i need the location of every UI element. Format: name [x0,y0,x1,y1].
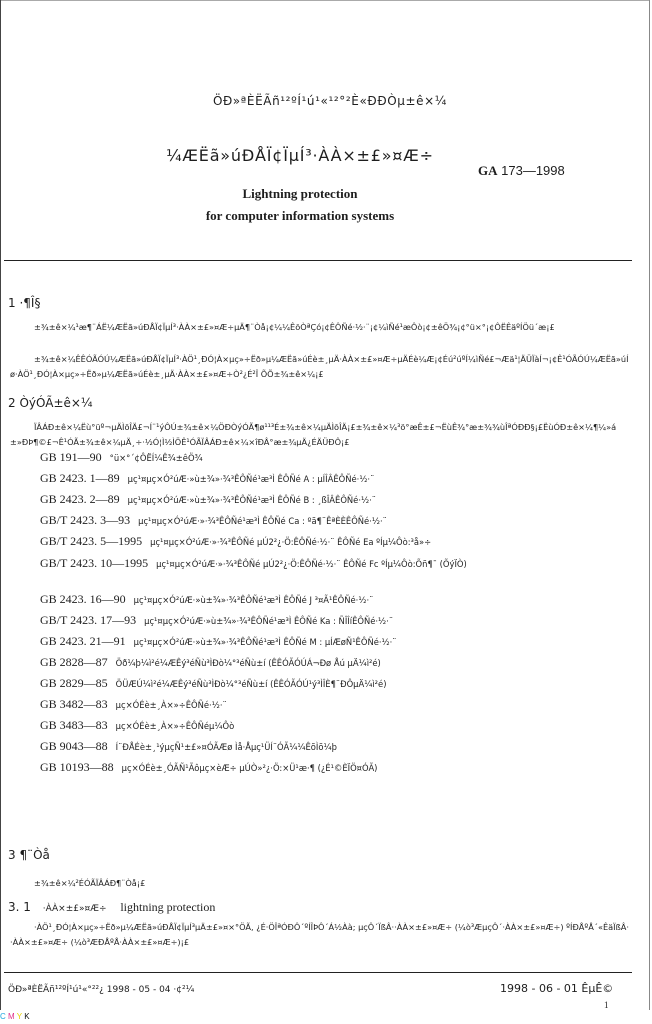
section-1-paragraph-1: ±¾±ê×¼¹æ¶¨ÁË¼ÆËã»úÐÅÏ¢ÏµÍ³·ÀÀ×±£»¤Æ÷µÄ¶¨Òå¡¢¼¼ÊõÒªÇó¡¢ÊÔÑé·½·¨¡¢¼ìÑé¹æÔò¡¢±êÖ¾¡¢°ü×°¡¢ÔËÊäºÍÖü´æ¡£ [34,322,555,332]
definition-term-en: lightning protection [120,900,216,914]
document-title-cn: ¼ÆËã»úÐÅÏ¢ÏµÍ³·ÀÀ×±£»¤Æ÷ [166,146,434,165]
reference-title: µç¹¤µç×Ó²úÆ·»ù±¾»·¾³ÊÔÑé¹æ³Ì ÊÔÑé B : ¸ßÎÂÊÔÑé·½·¨ [127,495,376,505]
reference-item [40,634,640,649]
reference-code: GB/T 2423. 17—93 [40,613,137,627]
reference-code: GB 2423. 1—89 [40,471,120,485]
reference-item [40,739,640,754]
reference-code: GB 2423. 21—91 [40,634,126,648]
publisher-line: ÖÐ»ªÈËÃñ¹²ºÍ¹ú¹«¹²°²È«ÐÐÒµ±ê×¼ [212,94,448,108]
section-2-paragraph-1: ÏÂÁÐ±ê×¼Ëù°üº¬µÄÌõÎÄ£¬Í¨¹ýÔÚ±¾±ê×¼ÖÐÒýÓÃ¶ø¹¹³É±¾±ê×¼µÄÌõÎÄ¡£±¾±ê×¼³ö°æÊ±£¬ËùÊ¾°æ±¾¾ùÎªÓÐÐ§¡£ËùÓÐ±ê×¼¶¼»á±»ÐÞ¶©£¬Ê¹ÓÃ±¾±ê×¼µÄ¸÷·½Ó¦Ì½ÌÖÊ¹ÓÃÏÂÁÐ±ê×¼×îÐÂ°æ±¾µÄ¿ÉÄÜÐÔ¡£ [10,422,617,447]
reference-item [40,534,640,549]
reference-item [40,676,640,691]
reference-item [40,471,640,486]
standard-number: 173—1998 [501,163,565,178]
reference-item [40,513,640,528]
cmyk-c: C [0,1012,6,1021]
reference-title: µç¹¤µç×Ó²úÆ·»ù±¾»·¾³ÊÔÑé¹æ³Ì ÊÔÑé J ³¤Ã¹ÊÔÑé·½·¨ [133,595,374,605]
reference-title: µç×ÓÉè±¸À×»÷ÊÔÑé·½·¨ [115,700,227,710]
cmyk-marks [0,1012,30,1021]
reference-title: µç×ÓÉè±¸À×»÷ÊÔÑéµ¼Ôò [115,721,235,731]
reference-item [40,760,640,775]
footer-issuer: ÖÐ»ªÈËÃñ¹²ºÍ¹ú¹«°²²¿ 1998 - 05 - 04 ·¢²¼ [8,985,195,995]
standard-code [478,163,565,179]
reference-code: GB 10193—88 [40,760,114,774]
definition-3-1 [8,900,215,915]
reference-item [40,555,640,572]
reference-code: GB/T 2423. 3—93 [40,513,131,527]
reference-title: Í¨ÐÅÉè±¸¹ýµçÑ¹±£»¤ÓÃÆø Ìå·Åµç¹ÜÍ¨ÓÃ¼¼ÊõÌõ¼þ [115,742,337,752]
reference-title: µç¹¤µç×Ó²úÆ·»·¾³ÊÔÑé µÚ2²¿·Ö:ÊÔÑé·½·¨ ÊÔÑé Ea ºÍµ¼Ôò:³å»÷ [150,537,432,547]
reference-item [40,450,640,465]
reference-code: GB 3483—83 [40,718,108,732]
reference-title: µç¹¤µç×Ó²úÆ·»ù±¾»·¾³ÊÔÑé¹æ³Ì ÊÔÑé Ka : ÑÎÎíÊÔÑé·½·¨ [144,616,394,626]
reference-title: µç¹¤µç×Ó²úÆ·»·¾³ÊÔÑé¹æ³Ì ÊÔÑé Ca : ºã¶¨ÊªÈÈÊÔÑé·½·¨ [138,516,387,526]
cmyk-k: K [24,1012,30,1021]
reference-item [40,718,640,733]
reference-item [40,655,640,670]
reference-item [40,613,640,628]
reference-title: Öð¼þ¼ì²é¼ÆÊý³éÑù³ÌÐò¼°³éÑù±í (ÊÊÓÃÓÚÁ¬Ðø Åú µÄ¼ì²é) [115,658,381,668]
reference-item [40,697,640,712]
reference-title: µç¹¤µç×Ó²úÆ·»·¾³ÊÔÑé µÚ2²¿·Ö:ÊÔÑé·½·¨ ÊÔÑé Fc ºÍµ¼Ôò:Õñ¶¯ (ÕýÏÒ) [156,559,467,569]
document-title-en-line1: Lightning protection [242,186,358,201]
page-top-edge [0,0,650,1]
section-3-paragraph-1: ±¾±ê×¼²ÉÓÃÏÂÁÐ¶¨Òå¡£ [34,878,146,888]
footer-rule [4,972,632,973]
reference-title: µç×ÓÉè±¸ÓÃÑ¹Ãôµç×èÆ÷ µÚÒ»²¿·Ö:×Ü¹æ·¶ (¿É¹©ÈÏÖ¤ÓÃ) [121,763,378,773]
reference-item [40,592,640,607]
section-1-heading: 1 ·¶Î§ [8,296,41,310]
reference-code: GB 9043—88 [40,739,108,753]
standard-prefix: GA [478,163,498,178]
reference-code: GB 2828—87 [40,655,108,669]
reference-code: GB/T 2423. 10—1995 [40,556,149,570]
section-1-paragraph-2: ±¾±ê×¼ÊÊÓÃÓÚ¼ÆËã»úÐÅÏ¢ÏµÍ³·ÀÖ¹¸ÐÓ¦À×µç»÷Ëð»µ¼ÆËã»úÉè±¸µÄ·ÀÀ×±£»¤Æ÷µÄÉè¼Æ¡¢Éú²úºÍ¼ìÑé£¬Æä¹¦ÄÜÏàÍ¬¡¢Ê¹ÓÃÓÚ¼ÆËã»úÍø·ÀÖ¹¸ÐÓ¦À×µç»÷Ëð»µ¼ÆËã»úÉè±¸µÄ·ÀÀ×±£»¤Æ÷Ò²¿É²Î ÕÕ±¾±ê×¼¡£ [10,354,629,379]
footer-implement-date: 1998 - 06 - 01 ÊµÊ© [500,982,614,995]
reference-code: GB 2829—85 [40,676,108,690]
reference-code: GB 2423. 2—89 [40,492,120,506]
definition-3-1-text: ·ÀÖ¹¸ÐÓ¦À×µç»÷Ëð»µ¼ÆËã»úÐÅÏ¢ÏµÍ³µÄ±£»¤×°ÖÃ, ¿É·ÖÎªÓÐÔ´ºÍÎÞÔ´Á½Àà; µçÔ´ÏßÂ··ÀÀ×±£»¤Æ÷ (¼ò³ÆµçÔ´·ÀÀ×±£»¤Æ÷) ºÍÐÅºÅ´«ÊäÏßÂ··ÀÀ×±£»¤Æ÷ (¼ò³ÆÐÅºÅ·ÀÀ×±£»¤Æ÷)¡£ [10,922,629,947]
reference-title: µç¹¤µç×Ó²úÆ·»ù±¾»·¾³ÊÔÑé¹æ³Ì ÊÔÑé M : µÍÆøÑ¹ÊÔÑé·½·¨ [133,637,397,647]
reference-title: ÖÜÆÚ¼ì²é¼ÆÊý³éÑù³ÌÐò¼°³éÑù±í (ÊÊÓÃÓÚ¹ý³ÌÎÈ¶¨ÐÔµÄ¼ì²é) [115,679,387,689]
reference-title: µç¹¤µç×Ó²úÆ·»ù±¾»·¾³ÊÔÑé¹æ³Ì ÊÔÑé A : µÍÎÂÊÔÑé·½·¨ [127,474,375,484]
reference-code: GB 3482—83 [40,697,108,711]
reference-title: °ü×°´¢ÔËÍ¼Ê¾±êÖ¾ [109,453,203,463]
header-rule [4,260,632,261]
cmyk-m: M [8,1012,15,1021]
reference-item [40,492,640,507]
document-title-en-line2: for computer information systems [205,208,395,223]
reference-code: GB 2423. 16—90 [40,592,126,606]
definition-number: 3. 1 [8,900,31,914]
reference-code: GB 191—90 [40,450,102,464]
reference-code: GB/T 2423. 5—1995 [40,534,143,548]
page-left-edge [0,0,1,1010]
cmyk-y: Y [16,1012,22,1021]
definition-term: ·ÀÀ×±£»¤Æ÷ [42,904,107,914]
section-2-heading: 2 ÒýÓÃ±ê×¼ [8,396,93,410]
page-number: 1 [604,1000,609,1010]
page-right-edge [649,0,650,1010]
section-3-heading: 3 ¶¨Òå [8,848,50,862]
